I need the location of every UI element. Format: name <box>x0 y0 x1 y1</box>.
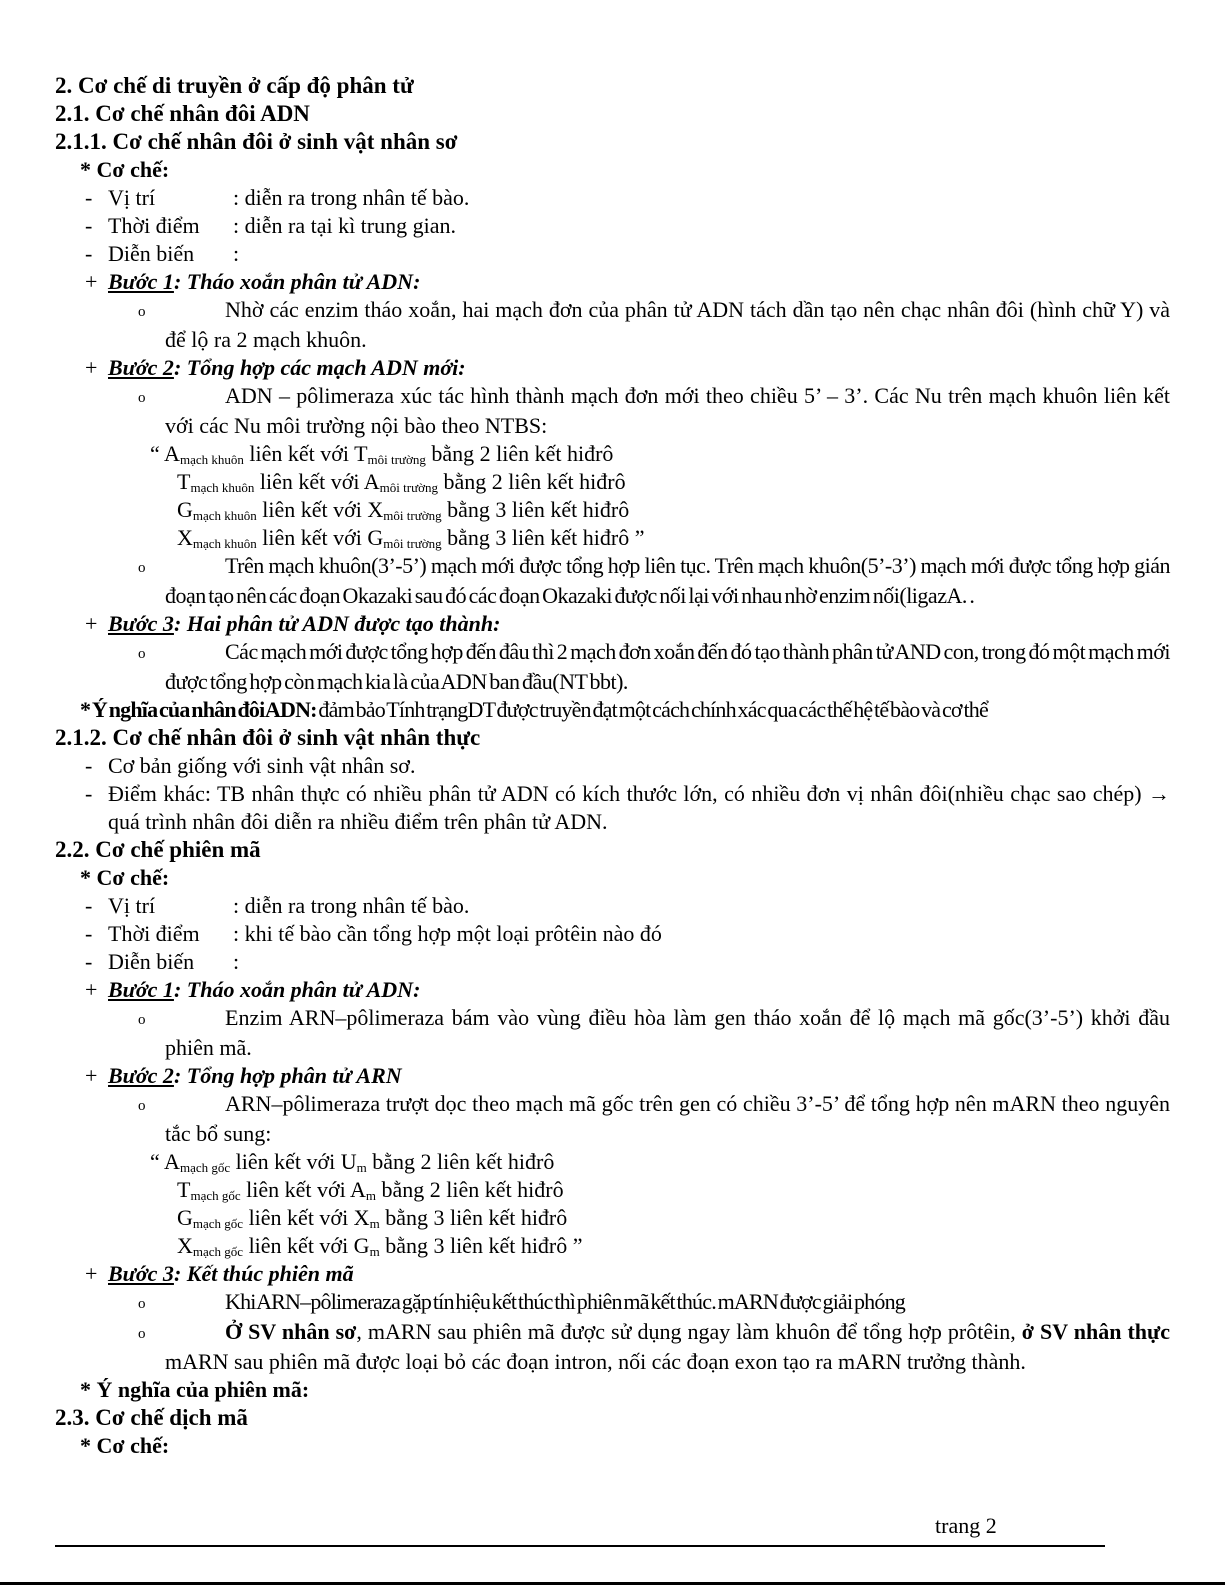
text-run: Thời điểm <box>108 213 200 238</box>
list-marker: - <box>85 781 93 806</box>
text-run: ARN–pôlimeraza trượt dọc theo mạch mã gốc trên gen có chiều 3’-5’ để tổng hợp nên mARN theo nguyên tắc bổ sung: <box>165 1091 1170 1146</box>
text-run: bằng 2 liên kết hiđrô <box>425 441 614 466</box>
text-run: Nhờ các enzim tháo xoắn, hai mạch đơn của phân tử ADN tách dần tạo nên chạc nhân đôi (hình chữ Y) và để lộ ra 2 mạch khuôn. <box>165 297 1170 352</box>
text-run: đảm bảo Tính trạngDT được truyền đạt một cách chính xác qua các thế hệ tế bào và cơ thể <box>318 697 988 722</box>
text-run: liên kết với U <box>230 1149 357 1174</box>
list-marker: + <box>85 611 98 636</box>
text-run: liên kết với X <box>243 1205 370 1230</box>
text-run: : diễn ra tại kì trung gian. <box>233 213 456 238</box>
meaning-note <box>47 696 1170 724</box>
text-run: liên kết với T <box>243 441 368 466</box>
text-run: Bước 2 <box>108 1063 174 1088</box>
text-run: Enzim ARN–pôlimeraza bám vào vùng điều hòa làm gen tháo xoắn để lộ mạch mã gốc(3’-5’) khởi đầu phiên mã. <box>165 1005 1170 1060</box>
bullet-paragraph <box>55 1090 1170 1148</box>
list-marker: o <box>138 646 145 662</box>
text-run: bằng 3 liên kết hiđrô <box>441 497 630 522</box>
list-marker: - <box>85 241 93 266</box>
list-marker: o <box>138 1296 145 1312</box>
base-pair-line <box>55 1176 1170 1204</box>
meaning-label <box>55 1376 1170 1404</box>
list-item <box>55 780 1170 836</box>
text-run: ADN – pôlimeraza xúc tác hình thành mạch đơn mới theo chiều 5’ – 3’. Các Nu trên mạch khuôn liên kết với các Nu môi trường nội bào theo NTBS: <box>165 383 1170 438</box>
bullet-paragraph <box>55 1318 1170 1376</box>
list-marker: o <box>138 304 146 320</box>
list-marker: - <box>85 949 93 974</box>
text-run: Bước 3 <box>108 1261 174 1286</box>
text-run: X <box>177 525 193 550</box>
mechanism-label <box>55 156 1170 184</box>
subscript-text: mạch khuôn <box>192 536 257 551</box>
text-run: : diễn ra trong nhân tế bào. <box>233 185 470 210</box>
list-item-dien-bien <box>55 948 1170 976</box>
text-run: 2. Cơ chế di truyền ở cấp độ phân tử <box>55 73 414 98</box>
footer-rule <box>55 1545 1105 1547</box>
list-marker: o <box>138 390 146 406</box>
list-marker: + <box>85 269 98 294</box>
text-run: : <box>233 241 240 266</box>
section-heading-2-3 <box>55 1404 1170 1432</box>
list-marker: o <box>138 560 145 576</box>
text-run: T <box>177 1177 191 1202</box>
text-run: bằng 3 liên kết hiđrô ” <box>441 525 645 550</box>
bullet-paragraph <box>55 552 1170 610</box>
text-run: bằng 2 liên kết hiđrô <box>376 1177 564 1202</box>
list-marker: - <box>85 921 93 946</box>
list-marker: o <box>138 1012 146 1028</box>
bullet-paragraph <box>55 638 1170 696</box>
text-run: 2.1.1. Cơ chế nhân đôi ở sinh vật nhân sơ <box>55 129 458 154</box>
step-heading-1 <box>55 976 1170 1004</box>
text-run: 2.1.2. Cơ chế nhân đôi ở sinh vật nhân thực <box>55 725 481 750</box>
bullet-paragraph <box>55 1004 1170 1062</box>
text-run: bằng 2 liên kết hiđrô <box>438 469 626 494</box>
base-pair-line <box>55 440 1170 468</box>
text-run: liên kết với A <box>254 469 380 494</box>
document-body <box>55 72 1170 1460</box>
subscript-text: mạch khuôn <box>190 480 255 495</box>
subscript-text: mạch gốc <box>190 1188 241 1203</box>
text-run: bằng 3 liên kết hiđrô <box>379 1205 568 1230</box>
text-run: liên kết với G <box>243 1233 370 1258</box>
subscript-text: mạch khuôn <box>179 452 244 467</box>
subscript-text: mạch gốc <box>192 1216 244 1231</box>
subscript-text: mạch gốc <box>192 1244 244 1259</box>
text-run: : <box>233 949 240 974</box>
list-item-dien-bien <box>55 240 1170 268</box>
text-run: Bước 1 <box>108 977 174 1002</box>
step-heading-3 <box>55 1260 1170 1288</box>
subscript-text: môi trường <box>367 452 426 467</box>
list-marker: o <box>138 1326 146 1342</box>
subscript-text: môi trường <box>379 480 438 495</box>
text-run: * Cơ chế: <box>80 157 170 182</box>
text-run: Cơ bản giống với sinh vật nhân sơ. <box>108 753 416 778</box>
text-run: 2.1. Cơ chế nhân đôi ADN <box>55 101 310 126</box>
subscript-text: môi trường <box>383 536 442 551</box>
list-marker: - <box>85 185 93 210</box>
text-run: “ A <box>150 1149 180 1174</box>
text-run: : Tổng hợp các mạch ADN mới: <box>173 355 466 380</box>
text-run: 2.2. Cơ chế phiên mã <box>55 837 261 862</box>
text-run: * Cơ chế: <box>80 865 170 890</box>
list-item-vi-tri <box>55 184 1170 212</box>
text-run: : Tổng hợp phân tử ARN <box>173 1063 402 1088</box>
base-pair-line <box>55 496 1170 524</box>
list-marker: - <box>85 893 93 918</box>
text-run: T <box>177 469 191 494</box>
text-run: “ A <box>150 441 180 466</box>
list-marker: + <box>85 977 98 1002</box>
list-item-vi-tri <box>55 892 1170 920</box>
text-run: Thời điểm <box>108 921 200 946</box>
text-run: liên kết với G <box>256 525 384 550</box>
list-marker: - <box>85 213 93 238</box>
bullet-paragraph <box>55 382 1170 440</box>
list-marker: o <box>138 1098 146 1114</box>
text-run: Ở SV nhân sơ <box>225 1319 357 1344</box>
mechanism-label <box>55 864 1170 892</box>
text-run: ở SV nhân thực <box>1021 1319 1170 1344</box>
text-run: Bước 1 <box>108 269 174 294</box>
text-run: bằng 3 liên kết hiđrô ” <box>379 1233 583 1258</box>
base-pair-line <box>55 1204 1170 1232</box>
section-heading-2-1-2 <box>55 724 1170 752</box>
text-run: , mARN sau phiên mã được sử dụng ngay làm khuôn để tổng hợp prôtêin, <box>356 1319 1022 1344</box>
list-item-thoi-diem <box>55 920 1170 948</box>
list-marker: + <box>85 355 98 380</box>
text-run: Diễn biến <box>108 241 195 266</box>
list-marker: - <box>85 753 93 778</box>
step-heading-2 <box>55 354 1170 382</box>
bullet-paragraph <box>55 296 1170 354</box>
list-marker: + <box>85 1261 98 1286</box>
page-number: trang 2 <box>935 1513 997 1538</box>
subscript-text: m <box>365 1188 377 1203</box>
text-run: Khi ARN–pôlimeraza gặp tín hiệu kết thúc thì phiên mã kết thúc. mARN được giải phóng <box>225 1289 905 1314</box>
step-heading-2 <box>55 1062 1170 1090</box>
text-run: : diễn ra trong nhân tế bào. <box>233 893 470 918</box>
subscript-text: mạch gốc <box>179 1160 231 1175</box>
text-run: Trên mạch khuôn(3’-5’) mạch mới được tổng hợp liên tục. Trên mạch khuôn(5’-3’) mạch mới được tổng hợp gián đoạn tạo nên các đoạn Okazaki sau đó các đoạn Okazaki được nối lại với nhau nhờ enzim nối(ligazA. . <box>165 553 1170 608</box>
text-run: * Ý nghĩa của phiên mã: <box>80 1377 310 1402</box>
text-run: : Hai phân tử ADN được tạo thành: <box>173 611 501 636</box>
text-run: : Tháo xoắn phân tử ADN: <box>173 269 421 294</box>
text-run: G <box>177 497 193 522</box>
step-heading-3 <box>55 610 1170 638</box>
list-marker: + <box>85 1063 98 1088</box>
subscript-text: mạch khuôn <box>192 508 257 523</box>
text-run: 2.3. Cơ chế dịch mã <box>55 1405 248 1430</box>
section-heading-2-1-1 <box>55 128 1170 156</box>
list-item <box>55 752 1170 780</box>
step-heading-1 <box>55 268 1170 296</box>
text-run: Bước 2 <box>108 355 174 380</box>
text-run: Vị trí <box>108 185 156 210</box>
page-footer <box>55 1512 1170 1547</box>
text-run: mARN sau phiên mã được loại bỏ các đoạn intron, nối các đoạn exon tạo ra mARN trưởng thành. <box>165 1349 1026 1374</box>
text-run: Diễn biến <box>108 949 195 974</box>
subscript-text: m <box>369 1216 380 1231</box>
text-run: : Kết thúc phiên mã <box>173 1261 354 1286</box>
text-run: * Ý nghĩa của nhân đôi ADN: <box>80 697 319 722</box>
text-run: bằng 2 liên kết hiđrô <box>366 1149 555 1174</box>
list-item-thoi-diem <box>55 212 1170 240</box>
text-run: liên kết với A <box>240 1177 366 1202</box>
text-run: : khi tế bào cần tổng hợp một loại prôtêin nào đó <box>233 921 662 946</box>
text-run: * Cơ chế: <box>80 1433 170 1458</box>
base-pair-line <box>55 1148 1170 1176</box>
text-run: Các mạch mới được tổng hợp đến đâu thì 2 mạch đơn xoắn đến đó tạo thành phân tử AND con, trong đó một mạch mới được tổng hợp còn mạch kia là của ADN ban đầu(NT bbt). <box>165 639 1170 694</box>
text-run: Bước 3 <box>108 611 174 636</box>
section-heading-2-1 <box>55 100 1170 128</box>
section-heading-2-2 <box>55 836 1170 864</box>
text-run: G <box>177 1205 193 1230</box>
base-pair-line <box>55 1232 1170 1260</box>
mechanism-label <box>55 1432 1170 1460</box>
text-run: Vị trí <box>108 893 156 918</box>
section-heading-2 <box>55 72 1170 100</box>
subscript-text: m <box>356 1160 367 1175</box>
bullet-paragraph <box>55 1288 1170 1318</box>
base-pair-line <box>55 524 1170 552</box>
base-pair-line <box>55 468 1170 496</box>
text-run: : Tháo xoắn phân tử ADN: <box>173 977 421 1002</box>
text-run: X <box>177 1233 193 1258</box>
text-run: Điểm khác: TB nhân thực có nhiều phân tử ADN có kích thước lớn, có nhiều đơn vị nhân đôi(nhiều chạc sao chép) → quá trình nhân đôi diễn ra nhiều điểm trên phân tử ADN. <box>108 781 1170 834</box>
text-run: liên kết với X <box>256 497 384 522</box>
subscript-text: môi trường <box>383 508 442 523</box>
subscript-text: m <box>369 1244 380 1259</box>
